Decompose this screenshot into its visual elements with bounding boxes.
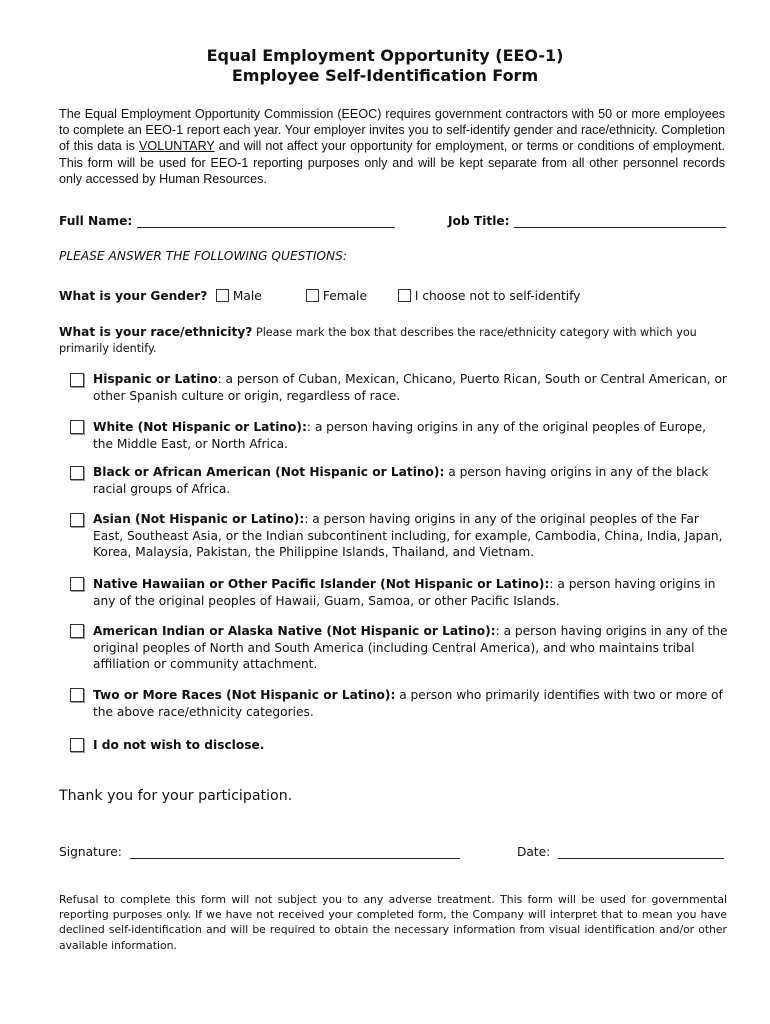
form-subtitle: Employee Self-Identification Form (231, 66, 539, 85)
race-title: Black or African American (Not Hispanic or Latino): (93, 465, 445, 479)
race-title: Native Hawaiian or Other Pacific Islander (Not Hispanic or Latino): (93, 577, 550, 591)
race-option-not-disclose (93, 737, 729, 754)
date-row (517, 845, 724, 859)
not-identify-label: I choose not to self-identify (414, 289, 581, 303)
race-checkbox-pacific-islander[interactable] (70, 577, 84, 591)
not-identify-checkbox[interactable] (398, 289, 411, 302)
race-desc: : a person having origins in any of the original peoples of the Far East, Southeast Asia, or the Indian subcontinent including, for example, Cambodia, China, India, Japan, Korea, Malaysia, Pakistan, the Philippine Islands, Thailand, and Vietnam. (93, 512, 723, 560)
form-title: Equal Employment Opportunity (EEO-1) (206, 46, 564, 65)
female-checkbox[interactable] (306, 289, 319, 302)
intro-text-2: and will not affect your opportunity for employment, or terms or conditions of employment. This form will be used for EEO-1 reporting purposes only and will be kept separate from all other personnel records only accessed by Human Resources. (59, 139, 726, 186)
voluntary-text: VOLUNTARY (139, 139, 215, 154)
race-checkbox-asian[interactable] (70, 513, 84, 527)
intro-text-1: The Equal Employment Opportunity Commission (EEOC) requires government contractors with 50 or more employees to complete an EEO-1 report each year. Your employer invites you to self-identify gender and race/ethnicity. Completion of this data is (59, 107, 725, 154)
race-checkbox-black[interactable] (70, 466, 84, 480)
race-option-hispanic (93, 371, 729, 404)
signature-row (59, 845, 460, 859)
male-label: Male (232, 289, 262, 303)
race-option-two-or-more (93, 687, 729, 720)
race-title: Asian (Not Hispanic or Latino): (93, 512, 305, 526)
gender-option-female[interactable] (306, 289, 367, 303)
footer-disclaimer: Refusal to complete this form will not subject you to any adverse treatment. This form will be used for governmental reporting purposes only. If we have not received your completed form, the Company will interpret that to mean you have declined self-identification and will be required to obtain the necessary information from visual identification and/or other available information. (59, 893, 727, 952)
male-checkbox[interactable] (216, 289, 229, 302)
race-checkbox-native-american[interactable] (70, 624, 84, 638)
race-title: Hispanic or Latino (93, 372, 218, 386)
race-desc: a person who primarily identifies with two or more of the above race/ethnicity categories. (93, 688, 723, 719)
instructions: PLEASE ANSWER THE FOLLOWING QUESTIONS: (59, 249, 347, 263)
job-title-row (448, 214, 726, 228)
gender-option-male[interactable] (216, 289, 262, 303)
race-option-white (93, 419, 729, 452)
date-field[interactable] (558, 846, 724, 859)
job-title-field[interactable] (514, 215, 726, 228)
job-title-label: Job Title: (448, 214, 510, 228)
intro-paragraph (59, 106, 725, 187)
signature-field[interactable] (130, 846, 460, 859)
thank-you-text: Thank you for your participation. (59, 788, 293, 804)
date-label: Date: (517, 845, 551, 859)
race-checkbox-hispanic[interactable] (70, 373, 84, 387)
race-desc: : a person having origins in any of the original peoples of Hawaii, Guam, Samoa, or other Pacific Islands. (93, 577, 716, 608)
race-option-asian (93, 511, 729, 561)
race-checkbox-two-or-more[interactable] (70, 688, 84, 702)
full-name-field[interactable] (137, 215, 395, 228)
race-checkbox-not-disclose[interactable] (70, 738, 84, 752)
gender-option-not-identify[interactable] (398, 289, 580, 303)
race-question-label: What is your race/ethnicity? (59, 325, 253, 339)
race-desc: : a person having origins in any of the original peoples of Europe, the Middle East, or North Africa. (93, 420, 706, 451)
full-name-row (59, 214, 395, 228)
gender-question: What is your Gender? (59, 289, 208, 303)
female-label: Female (322, 289, 367, 303)
race-option-pacific-islander (93, 576, 729, 609)
race-title: Two or More Races (Not Hispanic or Latino): (93, 688, 396, 702)
signature-label: Signature: (59, 845, 122, 859)
race-title: White (Not Hispanic or Latino): (93, 420, 307, 434)
full-name-label: Full Name: (59, 214, 133, 228)
race-title: I do not wish to disclose. (93, 738, 265, 752)
race-title: American Indian or Alaska Native (Not Hispanic or Latino): (93, 624, 496, 638)
race-instruction: Please mark the box that describes the race/ethnicity category with which you primarily identify. (59, 326, 697, 355)
race-checkbox-white[interactable] (70, 420, 84, 434)
race-desc: : a person having origins in any of the original peoples of North and South America (including Central America), and who maintains tribal affiliation or community attachment. (93, 624, 728, 672)
race-desc: a person having origins in any of the black racial groups of Africa. (93, 465, 709, 496)
race-option-black (93, 464, 729, 497)
race-desc: : a person of Cuban, Mexican, Chicano, Puerto Rican, South or Central American, or other Spanish culture or origin, regardless of race. (93, 372, 727, 403)
race-question (59, 325, 725, 356)
race-option-native-american (93, 623, 729, 673)
